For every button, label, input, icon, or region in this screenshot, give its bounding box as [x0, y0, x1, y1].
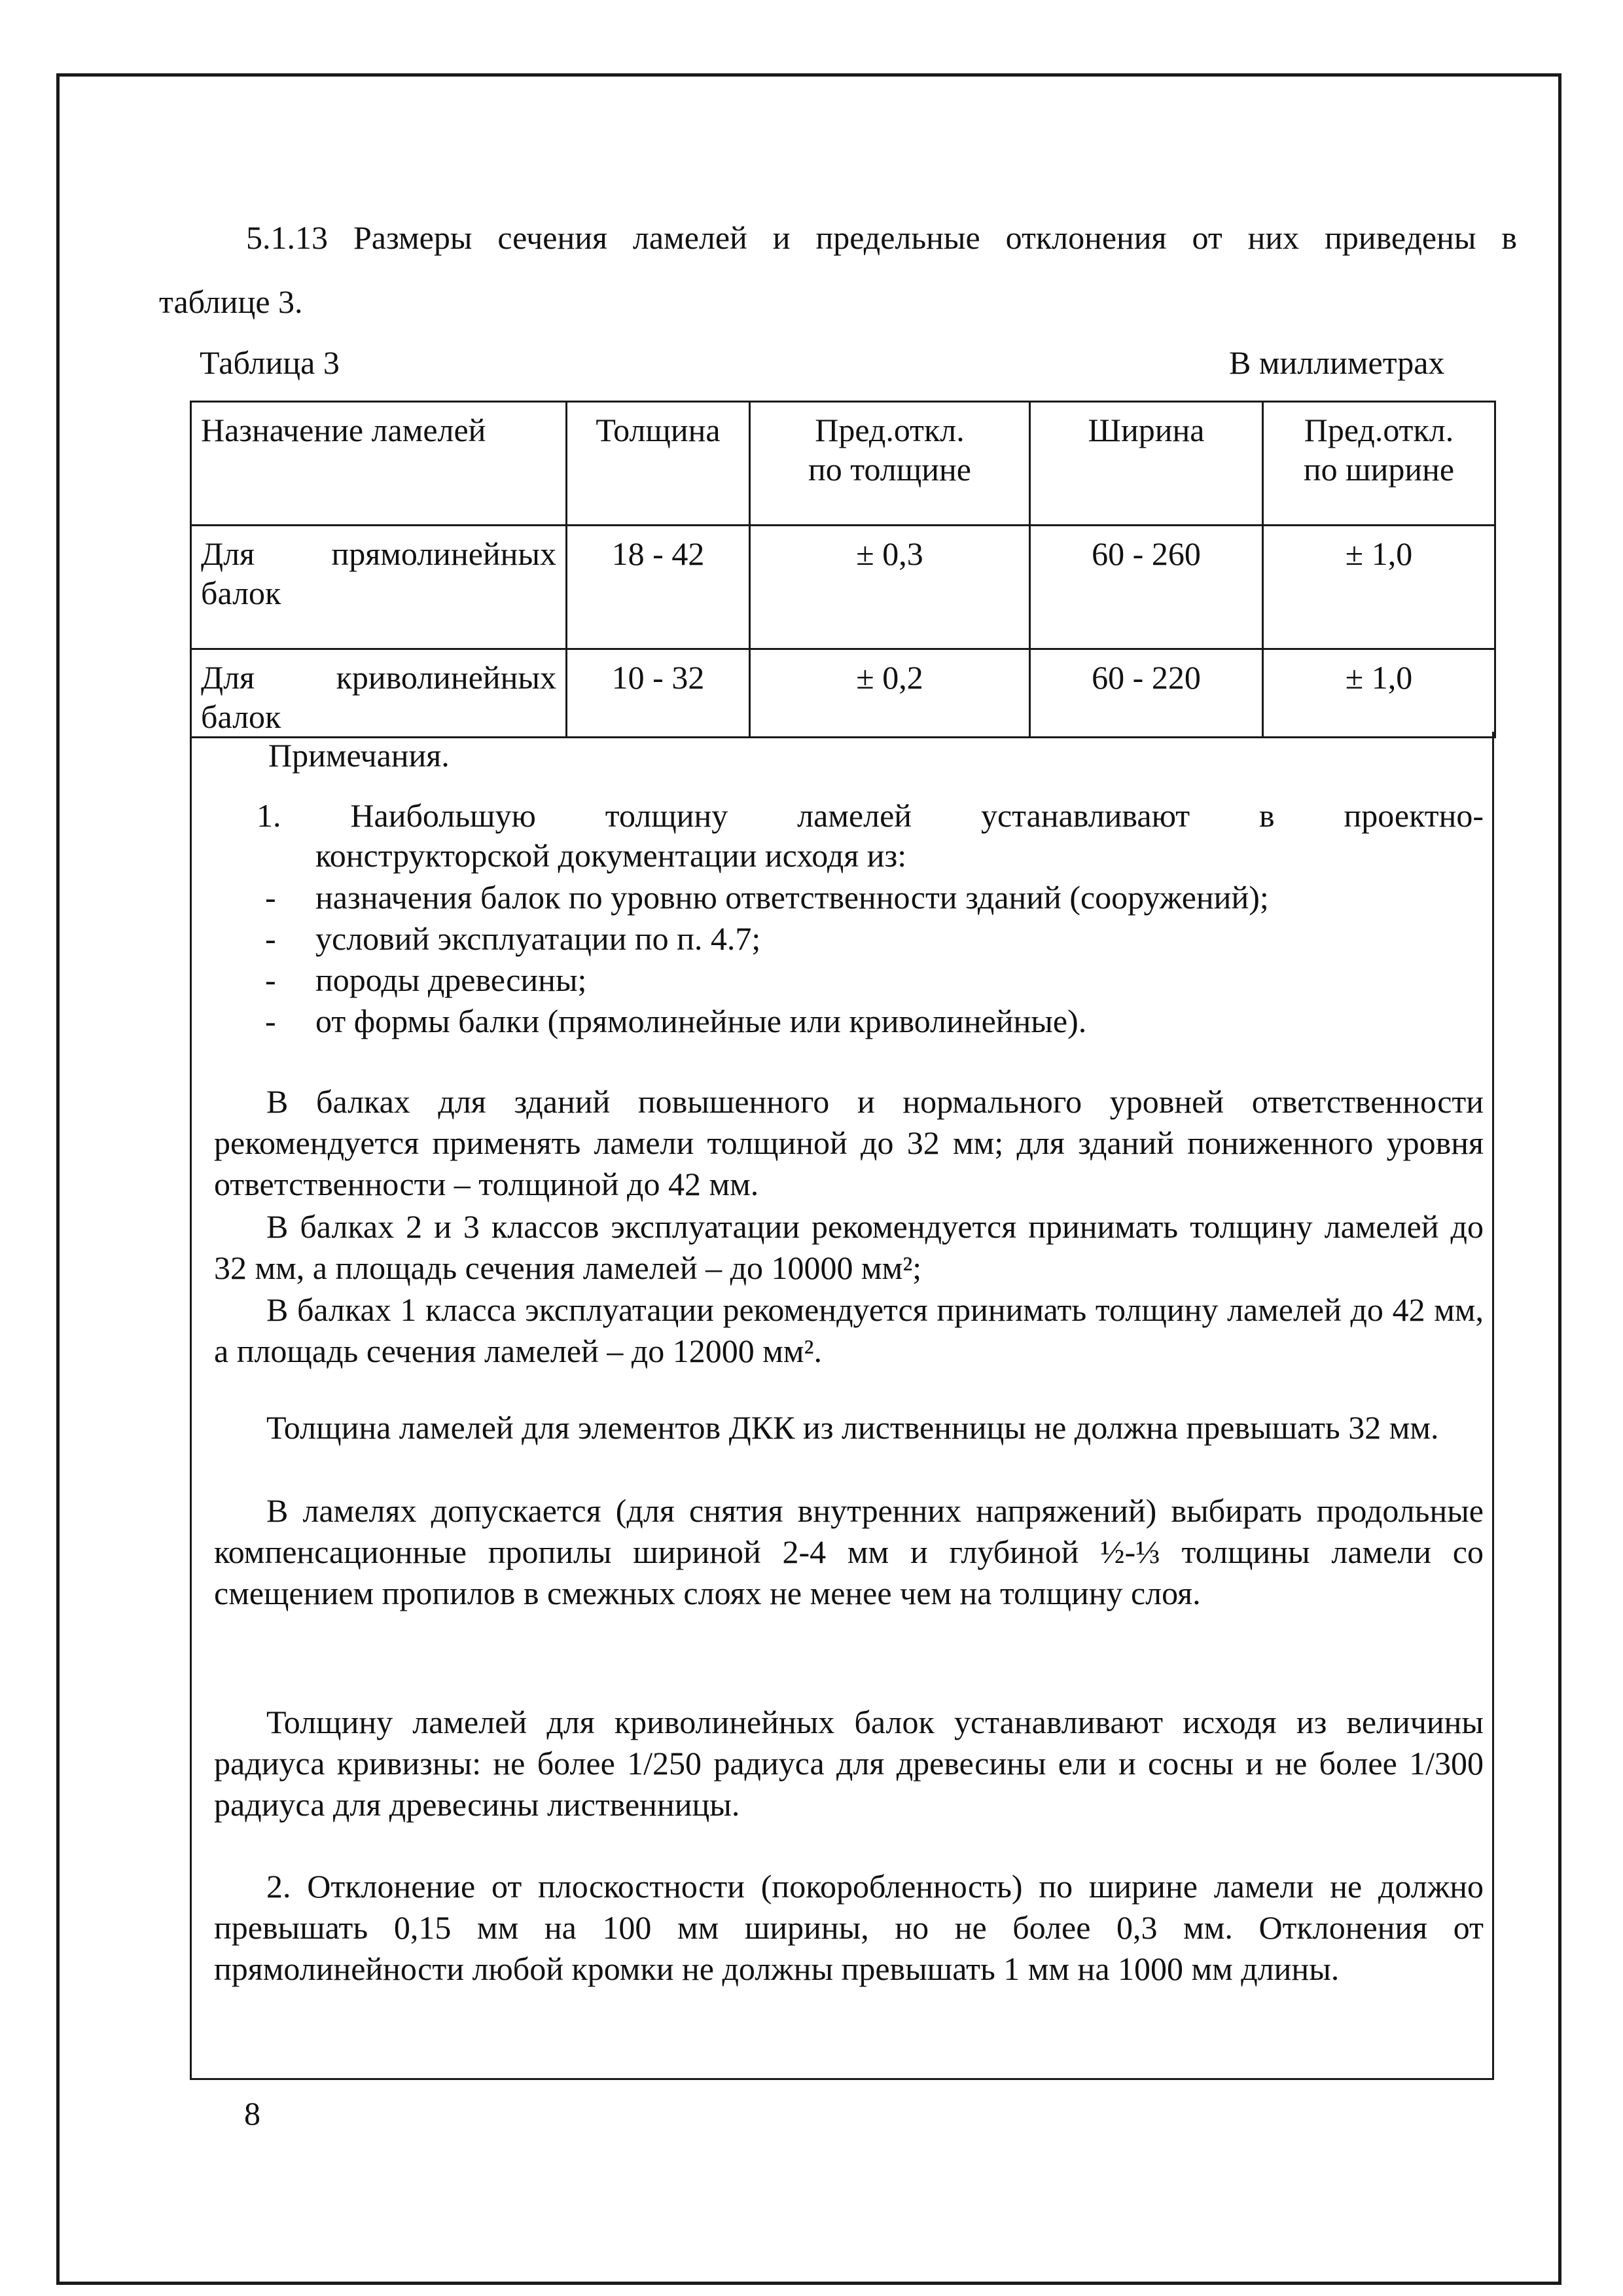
- row-width: 60 - 260: [1030, 526, 1263, 649]
- dimensions-table: [190, 401, 1496, 738]
- header-purpose: Назначение ламелей: [191, 402, 567, 526]
- note-1-item: условий эксплуатации по п. 4.7;: [315, 920, 761, 957]
- page-number: 8: [244, 2095, 260, 2132]
- notes-title: Примечания.: [268, 737, 450, 774]
- table-row: [191, 649, 1495, 738]
- dash-marker: -: [265, 879, 276, 916]
- header-width: Ширина: [1030, 402, 1263, 526]
- intro-line-1: 5.1.13 Размеры сечения ламелей и предельные отклонения от них приведены в: [246, 219, 1517, 256]
- row-thickness-deviation: ± 0,3: [750, 526, 1030, 649]
- note-paragraph-1: В балках для зданий повышенного и нормального уровней ответственности рекомендуется применять ламели толщиной до 32 мм; для зданий пониженного уровня ответственности – толщиной до 42 мм.: [214, 1083, 1484, 1202]
- note-paragraph-4: Толщина ламелей для элементов ДКК из лиственницы не должна превышать 32 мм.: [266, 1409, 1439, 1446]
- note-2: 2. Отклонение от плоскостности (покоробленность) по ширине ламели не должно превышать 0,15 мм на 100 мм ширины, но не более 0,3 мм. Отклонения от прямолинейности любой кромки не должны превышать 1 мм на 1000 мм длины.: [214, 1868, 1484, 1987]
- note-1-item: от формы балки (прямолинейные или криволинейные).: [315, 1003, 1087, 1039]
- row-width: 60 - 220: [1030, 649, 1263, 738]
- note-paragraph-5: В ламелях допускается (для снятия внутренних напряжений) выбирать продольные компенсационные пропилы шириной 2-4 мм и глубиной ½-⅓ толщины ламели со смещением пропилов в смежных слоях не менее чем на толщину слоя.: [214, 1492, 1484, 1611]
- table-units: В миллиметрах: [1229, 344, 1445, 381]
- note-paragraph-3: В балках 1 класса эксплуатации рекомендуется принимать толщину ламелей до 42 мм, а площадь сечения ламелей – до 12000 мм².: [214, 1291, 1484, 1369]
- note-paragraph-6: Толщину ламелей для криволинейных балок устанавливают исходя из величины радиуса кривизны: не более 1/250 радиуса для древесины ели и сосны и не более 1/300 радиуса для древесины лиственницы.: [214, 1704, 1484, 1823]
- row-purpose-line1: Для прямолинейных: [201, 535, 556, 572]
- row-purpose: [191, 649, 567, 738]
- header-width-deviation: Пред.откл. по ширине: [1263, 402, 1495, 526]
- table-header-row: [191, 402, 1495, 526]
- note-1-line-1: 1. Наибольшую толщину ламелей устанавливают в проектно-: [257, 797, 1484, 834]
- row-purpose-line2: балок: [201, 698, 281, 735]
- dash-marker: -: [265, 920, 276, 957]
- row-width-deviation: ± 1,0: [1263, 649, 1495, 738]
- table-caption: Таблица 3: [200, 344, 340, 381]
- row-thickness-deviation: ± 0,2: [750, 649, 1030, 738]
- header-thickness: Толщина: [567, 402, 750, 526]
- note-paragraph-2: В балках 2 и 3 классов эксплуатации рекомендуется принимать толщину ламелей до 32 мм, а площадь сечения ламелей – до 10000 мм²;: [214, 1208, 1484, 1286]
- dash-marker: -: [265, 1003, 276, 1039]
- row-thickness: 18 - 42: [567, 526, 750, 649]
- row-thickness: 10 - 32: [567, 649, 750, 738]
- header-thickness-deviation: Пред.откл. по толщине: [750, 402, 1030, 526]
- row-purpose-line2: балок: [201, 575, 281, 611]
- dash-marker: -: [265, 961, 276, 998]
- note-1-item: назначения балок по уровню ответственности зданий (сооружений);: [315, 879, 1269, 916]
- table-row: [191, 526, 1495, 649]
- row-width-deviation: ± 1,0: [1263, 526, 1495, 649]
- note-1-item: породы древесины;: [315, 961, 587, 998]
- intro-line-2: таблице 3.: [159, 283, 303, 320]
- note-1-line-2: конструкторской документации исходя из:: [315, 837, 907, 874]
- row-purpose-line1: Для криволинейных: [201, 659, 556, 696]
- row-purpose: [191, 526, 567, 649]
